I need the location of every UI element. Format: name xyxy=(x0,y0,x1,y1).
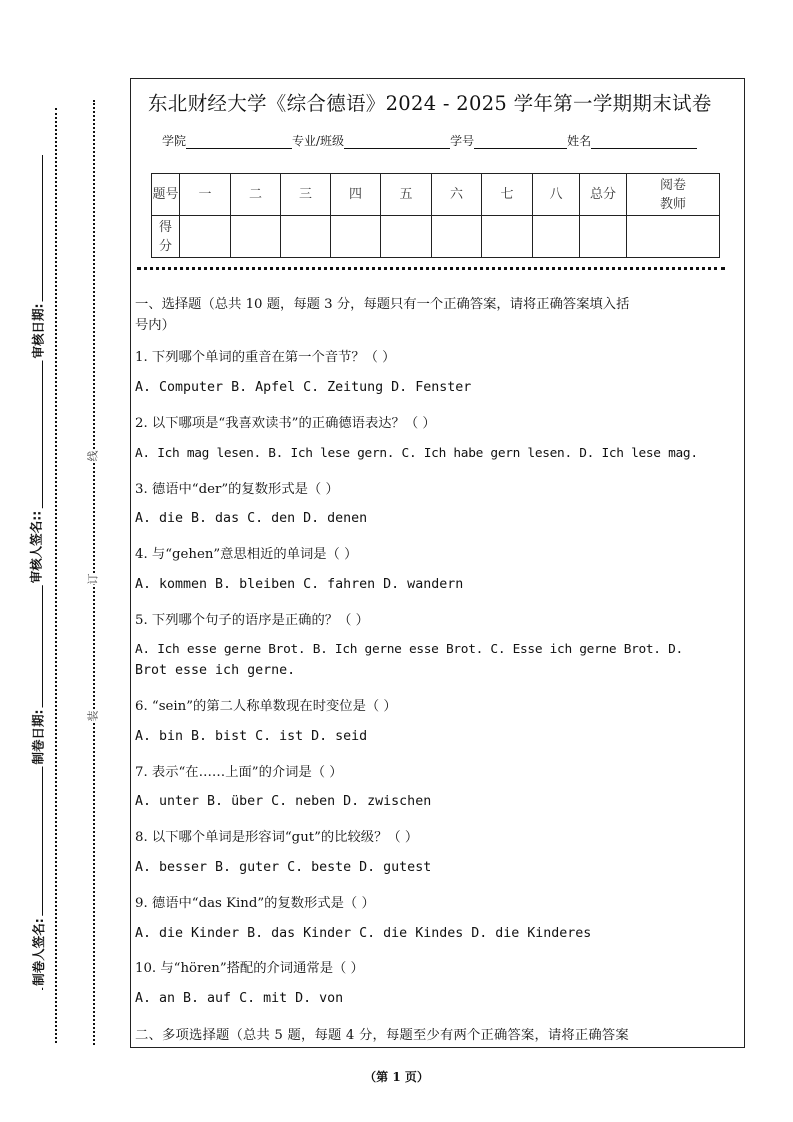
options-5-cont: Brot esse ich gerne. xyxy=(135,663,296,678)
question-8: 8. 以下哪个单词是形容词“gut”的比较级？（ ） xyxy=(135,830,419,845)
col-7: 七 xyxy=(482,174,533,216)
exam-title: 东北财经大学《综合德语》2024 - 2025 学年第一学期期末试卷 xyxy=(148,92,712,115)
col-8: 八 xyxy=(533,174,580,216)
major-field[interactable] xyxy=(344,134,450,149)
question-1: 1. 下列哪个单词的重音在第一个音节？（ ） xyxy=(135,350,396,365)
name-field[interactable] xyxy=(591,134,697,149)
question-4: 4. 与“gehen”意思相近的单词是（ ） xyxy=(135,547,358,562)
question-2: 2. 以下哪项是“我喜欢读书”的正确德语表达？（ ） xyxy=(135,416,436,431)
binding-mark-staple: 订 xyxy=(86,573,100,585)
compiler-signature-label: 制卷人签名: xyxy=(30,918,46,986)
table-row-score xyxy=(152,216,720,258)
dotted-line-binding xyxy=(93,100,95,1045)
row-label: 得分 xyxy=(152,216,180,258)
question-9: 9. 德语中“das Kind”的复数形式是（ ） xyxy=(135,896,375,911)
score-cell[interactable] xyxy=(627,216,720,258)
dotted-separator xyxy=(137,267,725,270)
col-total: 总分 xyxy=(580,174,627,216)
major-label: 专业/班级 xyxy=(292,134,345,148)
score-cell[interactable] xyxy=(533,216,580,258)
review-date-label: 审核日期: xyxy=(30,303,46,359)
name-label: 姓名 xyxy=(567,134,592,148)
reviewer-signature-label: 审核人签名:: xyxy=(28,510,44,584)
binding-mark-bind: 装 xyxy=(86,710,100,722)
col-1: 一 xyxy=(180,174,231,216)
table-row-header xyxy=(152,174,720,216)
compile-date-label: 制卷日期: xyxy=(30,709,46,765)
question-7: 7. 表示“在……上面”的介词是（ ） xyxy=(135,765,343,780)
section1-heading: 一、选择题（总共 10 题，每题 3 分，每题只有一个正确答案，请将正确答案填入括 xyxy=(135,297,630,312)
options-1: A. Computer B. Apfel C. Zeitung D. Fenster xyxy=(135,380,472,395)
question-6: 6. “sein”的第二人称单数现在时变位是（ ） xyxy=(135,699,397,714)
options-7: A. unter B. über C. neben D. zwischen xyxy=(135,794,432,809)
question-5: 5. 下列哪个句子的语序是正确的？（ ） xyxy=(135,613,369,628)
score-cell[interactable] xyxy=(580,216,627,258)
col-2: 二 xyxy=(231,174,281,216)
options-8: A. besser B. guter C. beste D. gutest xyxy=(135,860,432,875)
options-6: A. bin B. bist C. ist D. seid xyxy=(135,729,368,744)
options-5: A. Ich esse gerne Brot. B. Ich gerne esse Brot. C. Esse ich gerne Brot. D. xyxy=(135,642,683,657)
col-4: 四 xyxy=(331,174,381,216)
college-label: 学院 xyxy=(162,134,187,148)
score-cell[interactable] xyxy=(231,216,281,258)
section2-heading: 二、多项选择题（总共 5 题，每题 4 分，每题至少有两个正确答案，请将正确答案 xyxy=(135,1028,629,1043)
page-number: （第 1 页） xyxy=(364,1070,429,1084)
score-cell[interactable] xyxy=(381,216,432,258)
section1-heading-cont: 号内） xyxy=(135,318,175,333)
options-3: A. die B. das C. den D. denen xyxy=(135,511,368,526)
col-6: 六 xyxy=(432,174,482,216)
options-9: A. die Kinder B. das Kinder C. die Kindes D. die Kinderes xyxy=(135,926,592,941)
score-cell[interactable] xyxy=(432,216,482,258)
col-grader: 阅卷教师 xyxy=(627,174,720,216)
col-5: 五 xyxy=(381,174,432,216)
options-2: A. Ich mag lesen. B. Ich lese gern. C. Ich habe gern lesen. D. Ich lese mag. xyxy=(135,446,698,461)
student-id-label: 学号 xyxy=(450,134,475,148)
college-field[interactable] xyxy=(186,134,292,149)
student-info xyxy=(162,132,697,149)
score-cell[interactable] xyxy=(331,216,381,258)
question-10: 10. 与“hören”搭配的介词通常是（ ） xyxy=(135,961,364,976)
col-3: 三 xyxy=(281,174,331,216)
options-10: A. an B. auf C. mit D. von xyxy=(135,991,344,1006)
options-4: A. kommen B. bleiben C. fahren D. wandern xyxy=(135,577,464,592)
score-cell[interactable] xyxy=(281,216,331,258)
score-table xyxy=(151,173,720,258)
student-id-field[interactable] xyxy=(474,134,567,149)
score-cell[interactable] xyxy=(180,216,231,258)
row-label: 题号 xyxy=(152,174,180,216)
binding-mark-line: 线 xyxy=(86,450,100,462)
dotted-line-outer xyxy=(55,108,57,1043)
score-cell[interactable] xyxy=(482,216,533,258)
question-3: 3. 德语中“der”的复数形式是（ ） xyxy=(135,482,339,497)
